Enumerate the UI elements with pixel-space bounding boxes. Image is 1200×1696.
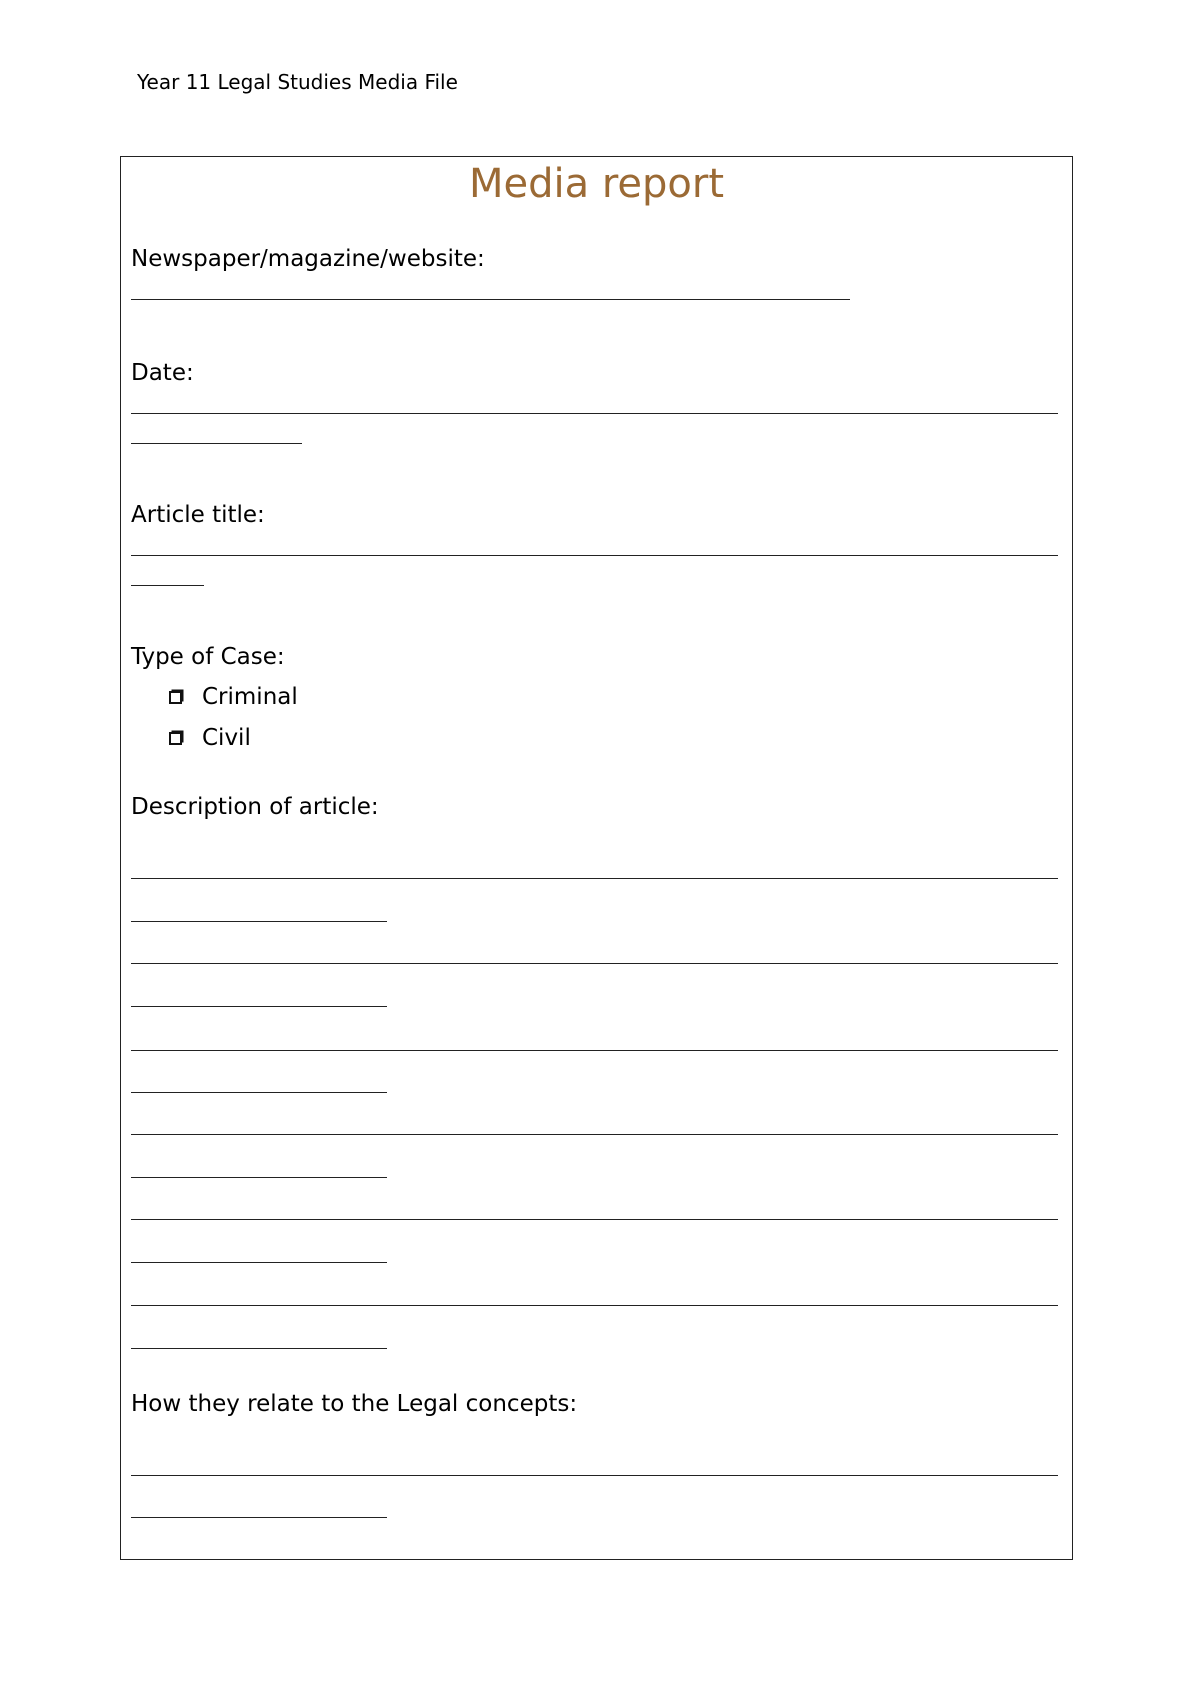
date-answer-line[interactable] xyxy=(131,413,1058,414)
article-title-answer-line-continued[interactable] xyxy=(131,585,204,586)
case-type-criminal-option[interactable] xyxy=(169,683,298,711)
description-answer-line-short[interactable] xyxy=(131,1262,387,1263)
description-answer-line-short[interactable] xyxy=(131,921,387,922)
type-of-case-label: Type of Case: xyxy=(131,644,285,670)
description-answer-line[interactable] xyxy=(131,1134,1058,1135)
legal-concepts-answer-line-short[interactable] xyxy=(131,1517,387,1518)
description-answer-line[interactable] xyxy=(131,1305,1058,1306)
description-answer-line[interactable] xyxy=(131,878,1058,879)
checkbox-icon[interactable] xyxy=(169,732,182,745)
article-title-answer-line[interactable] xyxy=(131,555,1058,556)
newspaper-label: Newspaper/magazine/website: xyxy=(131,246,485,272)
description-answer-line[interactable] xyxy=(131,1219,1058,1220)
article-title-label: Article title: xyxy=(131,502,265,528)
media-report-form xyxy=(120,156,1073,1560)
date-label: Date: xyxy=(131,360,194,386)
case-type-civil-option[interactable] xyxy=(169,724,251,752)
description-answer-line-short[interactable] xyxy=(131,1006,387,1007)
description-answer-line-short[interactable] xyxy=(131,1092,387,1093)
date-answer-line-continued[interactable] xyxy=(131,443,302,444)
legal-concepts-label: How they relate to the Legal concepts: xyxy=(131,1391,578,1417)
description-answer-line-short[interactable] xyxy=(131,1348,387,1349)
document-header: Year 11 Legal Studies Media File xyxy=(137,70,458,94)
legal-concepts-answer-line[interactable] xyxy=(131,1475,1058,1476)
case-type-civil-label: Civil xyxy=(202,725,251,751)
form-title: Media report xyxy=(468,161,725,207)
checkbox-icon[interactable] xyxy=(169,691,182,704)
description-answer-line[interactable] xyxy=(131,963,1058,964)
newspaper-answer-line[interactable] xyxy=(131,299,850,300)
description-answer-line-short[interactable] xyxy=(131,1177,387,1178)
description-answer-line[interactable] xyxy=(131,1050,1058,1051)
case-type-criminal-label: Criminal xyxy=(202,684,298,710)
description-label: Description of article: xyxy=(131,794,379,820)
